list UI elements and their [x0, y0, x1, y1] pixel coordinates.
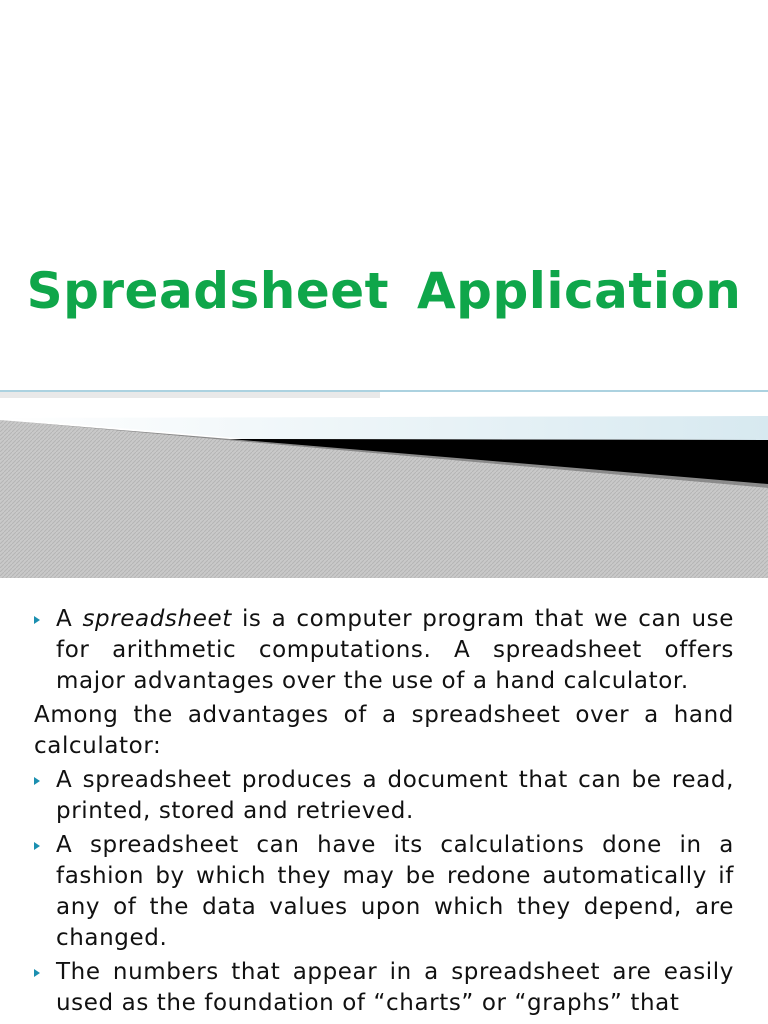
item1-text: is a computer program that we can use for arithmetic computations. A spreadsheet offers major advantages over the use of a hand calculator. — [56, 606, 734, 694]
bullet-triangle-icon — [34, 969, 40, 977]
bullet-item-1 — [34, 604, 734, 697]
left-shadow — [0, 392, 380, 398]
decorative-band — [0, 388, 768, 578]
item4-text: The numbers that appear in a spreadsheet are easily used as the foundation of “charts” or “graphs” that — [56, 959, 734, 1016]
bullet-item-3 — [34, 830, 734, 954]
bullet-item-2 — [34, 765, 734, 827]
item3-text: A spreadsheet can have its calculations done in a fashion by which they may be redone automatically if any of the data values upon which they depend, are changed. — [56, 832, 734, 951]
slide-body — [34, 604, 734, 1022]
bullet-triangle-icon — [34, 616, 40, 624]
plain-paragraph: Among the advantages of a spreadsheet over a hand calculator: — [34, 702, 734, 759]
item1-italic-term: spreadsheet — [82, 606, 232, 632]
item2-text: A spreadsheet produces a document that can be read, printed, stored and retrieved. — [56, 767, 734, 824]
item1-prefix: A — [56, 606, 83, 632]
bullet-triangle-icon — [34, 777, 40, 785]
slide-title: Spreadsheet Application — [26, 262, 742, 320]
bullet-triangle-icon — [34, 842, 40, 850]
bullet-item-4 — [34, 957, 734, 1019]
